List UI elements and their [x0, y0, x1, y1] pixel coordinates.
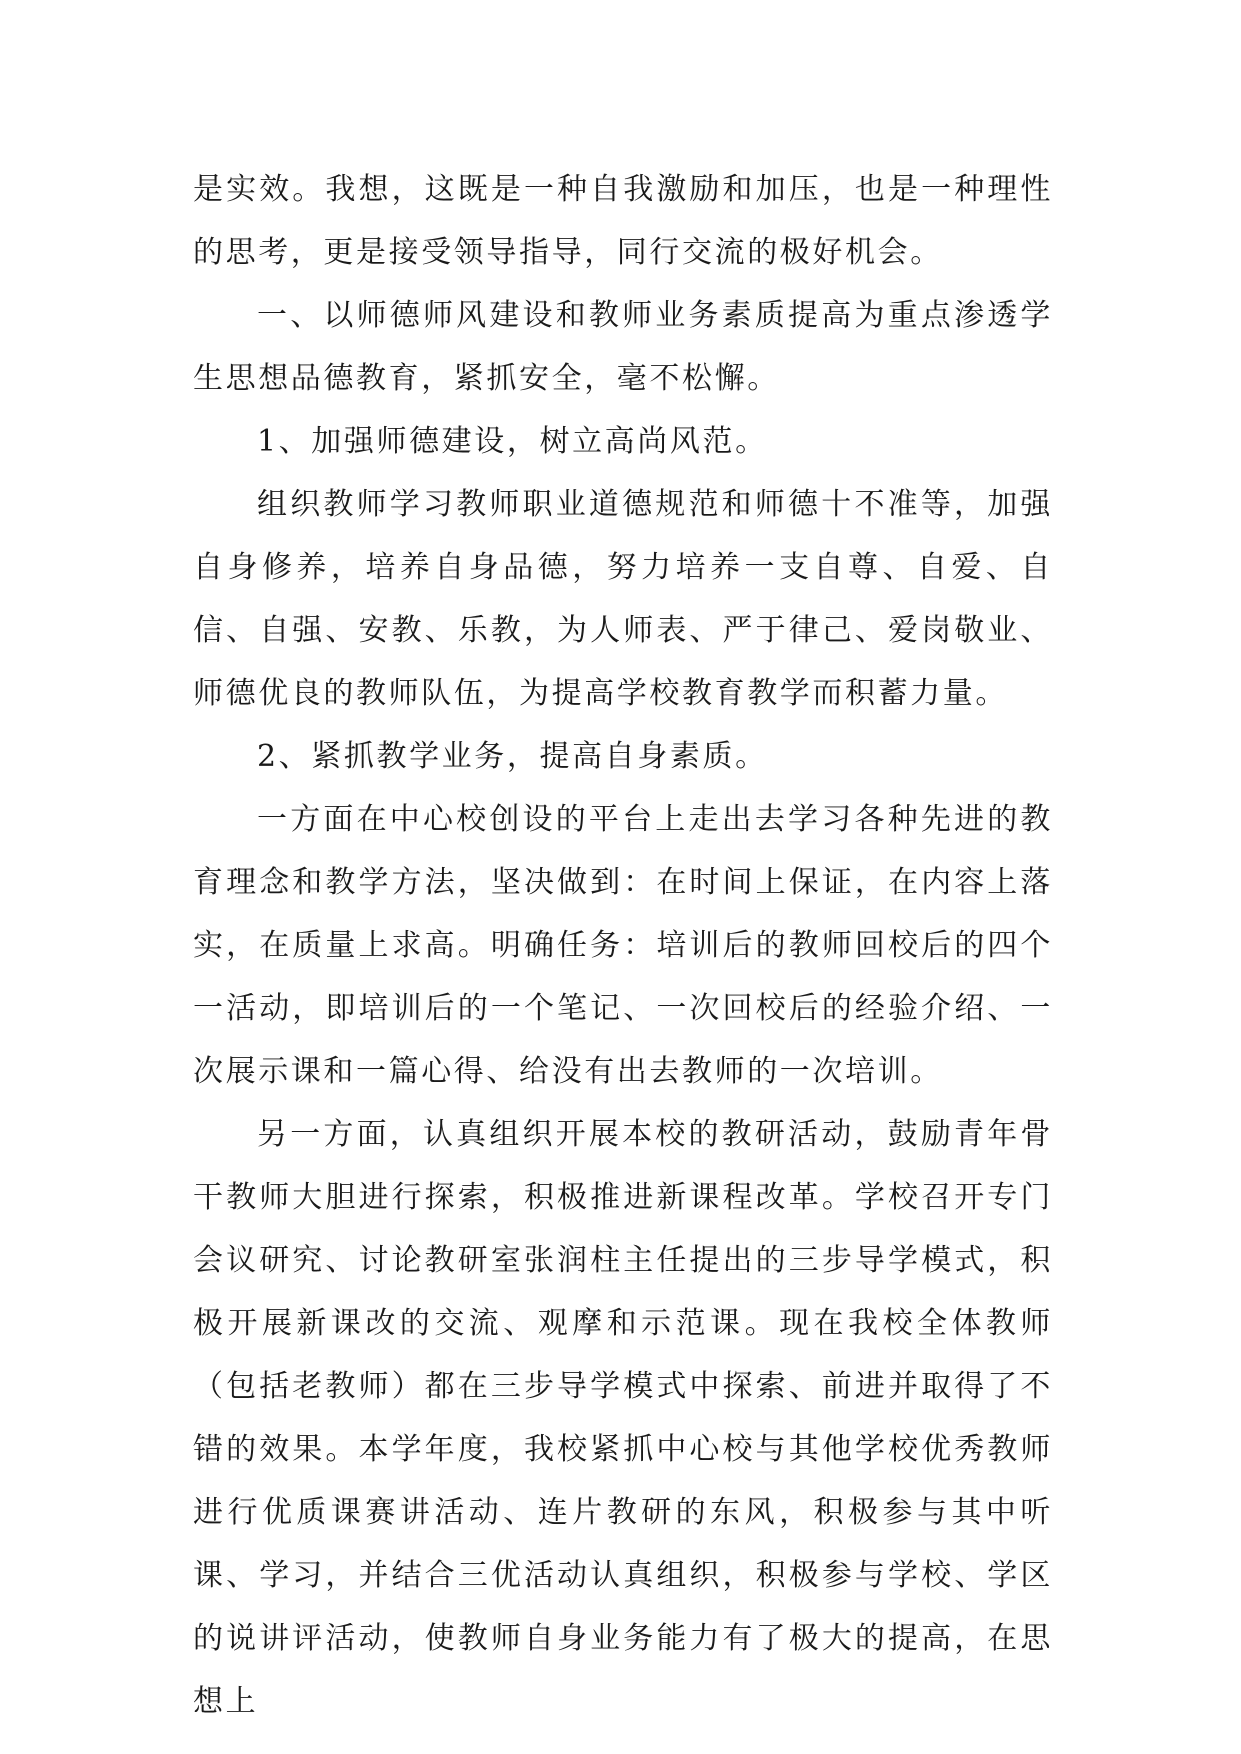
section-heading-1: 一、以师德师风建设和教师业务素质提高为重点渗透学生思想品德教育，紧抓安全，毫不松懈。 — [193, 298, 1053, 396]
paragraph-ethics: 组织教师学习教师职业道德规范和师德十不准等，加强自身修养，培养自身品德，努力培养一支自尊、自爱、自信、自强、安教、乐教，为人师表、严于律己、爱岗敬业、师德优良的教师队伍，为提高学校教育教学而积蓄力量。 — [193, 487, 1053, 711]
document-body — [193, 158, 1053, 1733]
subheading-2: 2、紧抓教学业务，提高自身素质。 — [257, 739, 768, 774]
paragraph-continuation: 是实效。我想，这既是一种自我激励和加压，也是一种理性的思考，更是接受领导指导，同行交流的极好机会。 — [193, 172, 1053, 270]
subheading-1: 1、加强师德建设，树立高尚风范。 — [257, 424, 768, 459]
paragraph-training: 一方面在中心校创设的平台上走出去学习各种先进的教育理念和教学方法，坚决做到：在时间上保证，在内容上落实，在质量上求高。明确任务：培训后的教师回校后的四个一活动，即培训后的一个笔记、一次回校后的经验介绍、一次展示课和一篇心得、给没有出去教师的一次培训。 — [193, 802, 1053, 1089]
paragraph-research: 另一方面，认真组织开展本校的教研活动，鼓励青年骨干教师大胆进行探索，积极推进新课程改革。学校召开专门会议研究、讨论教研室张润柱主任提出的三步导学模式，积极开展新课改的交流、观摩和示范课。现在我校全体教师（包括老教师）都在三步导学模式中探索、前进并取得了不错的效果。本学年度，我校紧抓中心校与其他学校优秀教师进行优质课赛讲活动、连片教研的东风，积极参与其中听课、学习，并结合三优活动认真组织，积极参与学校、学区的说讲评活动，使教师自身业务能力有了极大的提高，在思想上 — [193, 1117, 1053, 1719]
